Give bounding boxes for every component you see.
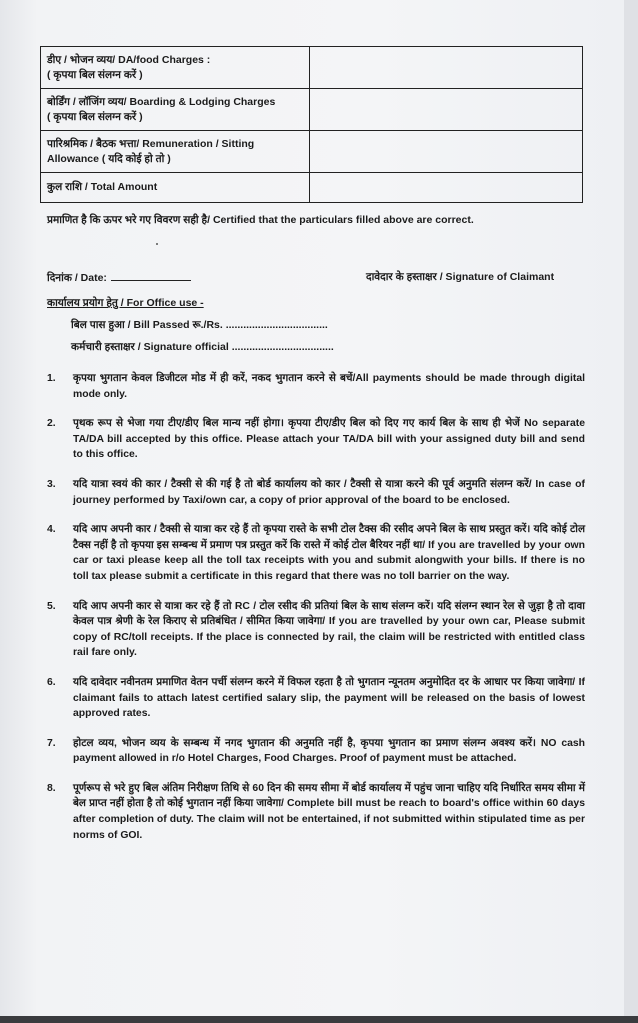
- item-text: पूर्णरूप से भरे हुए बिल अंतिम निरीक्षण तिथि से 60 दिन की समय सीमा में बोर्ड कार्यालय में पहुंच जाना चाहिए यदि निर्धारित समय सीमा में बेल प्राप्त नहीं होता है तो कोई भुगतान नहीं किया जावेगा/ Complete bill must be reach to board's office within 60 days after completion of duty. The claim will not be entertained, if not submitted within stipulated time as per norms of GOI.: [73, 782, 585, 841]
- page-edge: [624, 0, 638, 1023]
- list-item: [47, 736, 585, 767]
- speck: [156, 243, 158, 245]
- signature-official-line: [71, 340, 334, 354]
- date-field[interactable]: [111, 270, 191, 281]
- remuneration-amount-cell[interactable]: [310, 131, 583, 173]
- office-use-heading: कार्यालय प्रयोग हेतु / For Office use -: [47, 297, 204, 309]
- item-number: 5.: [47, 600, 56, 612]
- list-item: [47, 522, 585, 584]
- item-text: कृपया भुगतान केवल डिजीटल मोड में ही करें, नकद भुगतान करने से बचें/All payments should be made through digital mode only.: [73, 373, 585, 400]
- item-number: 3.: [47, 478, 56, 490]
- row-label-note: ( कृपया बिल संलग्न करें ): [47, 68, 143, 81]
- item-text: यदि दावेदार नवीनतम प्रमाणित वेतन पर्ची संलग्न करने में विफल रहता है तो भुगतान न्यूनतम अनुमोदित दर के आधार पर किया जावेगा/ If claimant fails to attach latest certified salary slip, the payment will be released on the basis of lowest approved rates.: [73, 676, 585, 720]
- row-label-line: डीए / भोजन व्यय/ DA/food Charges :: [47, 53, 211, 66]
- date-label: दिनांक / Date:: [47, 272, 107, 284]
- boarding-lodging-amount-cell[interactable]: [310, 89, 583, 131]
- item-number: 8.: [47, 782, 56, 794]
- list-item: [47, 675, 585, 722]
- instructions-list: [47, 371, 585, 843]
- signature-official-label: कर्मचारी हस्ताक्षर / Signature official: [71, 341, 229, 353]
- signature-official-field[interactable]: ...................................: [231, 341, 334, 353]
- list-item: [47, 477, 585, 508]
- list-item: [47, 599, 585, 661]
- row-label-line: पारिश्रमिक / बैठक भत्ता/ Remuneration / Sitting: [47, 137, 255, 150]
- bill-passed-label: बिल पास हुआ / Bill Passed रू./Rs.: [71, 319, 223, 331]
- item-number: 7.: [47, 737, 56, 749]
- table-row: [41, 131, 583, 173]
- item-text: यदि आप अपनी कार / टैक्सी से यात्रा कर रहे हैं तो कृपया रास्ते के सभी टोल टैक्स की रसीद अपने बिल के साथ प्रस्तुत करें। यदि कोई टोल टैक्स नहीं है तो कृपया इस सम्बन्ध में प्रमाण पत्र प्रस्तुत करें कि रास्ते में कोई टोल बैरियर नहीं था/ If you are travelled by your own car or taxi please keep all the toll tax receipts with you and submit alongwith your bills. If there is no toll tax please submit a certificate in this regard that there was no toll barrier on the way.: [73, 524, 585, 582]
- bill-passed-field[interactable]: ...................................: [225, 319, 328, 331]
- scanner-edge: [0, 1016, 638, 1023]
- row-label: [41, 131, 310, 173]
- claimant-signature-label: दावेदार के हस्ताक्षर / Signature of Claimant: [366, 271, 555, 283]
- total-amount-cell[interactable]: [310, 173, 583, 203]
- row-label: [41, 173, 310, 203]
- row-label: [41, 89, 310, 131]
- row-label-note: ( कृपया बिल संलग्न करें ): [47, 110, 143, 123]
- list-item: [47, 416, 585, 463]
- table-row: [41, 89, 583, 131]
- table-row: [41, 47, 583, 89]
- bill-passed-line: [71, 318, 328, 332]
- item-number: 1.: [47, 373, 56, 384]
- item-text: यदि आप अपनी कार से यात्रा कर रहे हैं तो RC / टोल रसीद की प्रतियां बिल के साथ संलग्न करें। यदि संलग्न स्थान रेल से जुड़ा है तो दावा केवल पात्र श्रेणी के रेल किराए से प्रतिबंधित / सीमित किया जावेगा/ If you are travelled by your own car, Please submit copy of RC/toll receipts. If the place is connected by rail, the claim will be restricted with entitled class rail fare only.: [73, 600, 585, 659]
- list-item: [47, 371, 585, 402]
- item-number: 2.: [47, 418, 56, 430]
- table-row: [41, 173, 583, 203]
- row-label-line: कुल राशि / Total Amount: [47, 181, 158, 193]
- certification-statement: प्रमाणित है कि ऊपर भरे गए विवरण सही है/ Certified that the particulars filled above are correct.: [47, 214, 474, 226]
- date-line: [47, 270, 191, 285]
- item-text: यदि यात्रा स्वयं की कार / टैक्सी से की गई है तो बोर्ड कार्यालय को कार / टैक्सी से यात्रा करने की पूर्व अनुमति संलग्न करें/ In case of journey performed by Taxi/own car, a copy of prior approval of the board to be enclosed.: [73, 478, 585, 506]
- item-text: होटल व्यय, भोजन व्यय के सम्बन्ध में नगद भुगतान की अनुमति नहीं है, कृपया भुगतान का प्रमाण संलग्न अवश्य करें। NO cash payment allowed in r/o Hotel Charges, Food Charges. Proof of payment must be attached.: [73, 737, 585, 765]
- row-label-note: Allowance ( यदि कोई हो तो ): [47, 152, 171, 165]
- row-label-line: बोर्डिंग / लॉजिंग व्यय/ Boarding & Lodging Charges: [47, 95, 276, 108]
- item-text: पृथक रूप से भेजा गया टीए/डीए बिल मान्य नहीं होगा। कृपया टीए/डीए बिल को दिए गए कार्य बिल के साथ ही भेजें No separate TA/DA bill accepted by this office. Please attach your TA/DA bill with your assigned duty bill and send to this office.: [73, 418, 585, 461]
- charges-table: [40, 46, 583, 203]
- row-label: [41, 47, 310, 89]
- da-food-amount-cell[interactable]: [310, 47, 583, 89]
- item-number: 4.: [47, 524, 56, 536]
- item-number: 6.: [47, 676, 56, 688]
- list-item: [47, 781, 585, 843]
